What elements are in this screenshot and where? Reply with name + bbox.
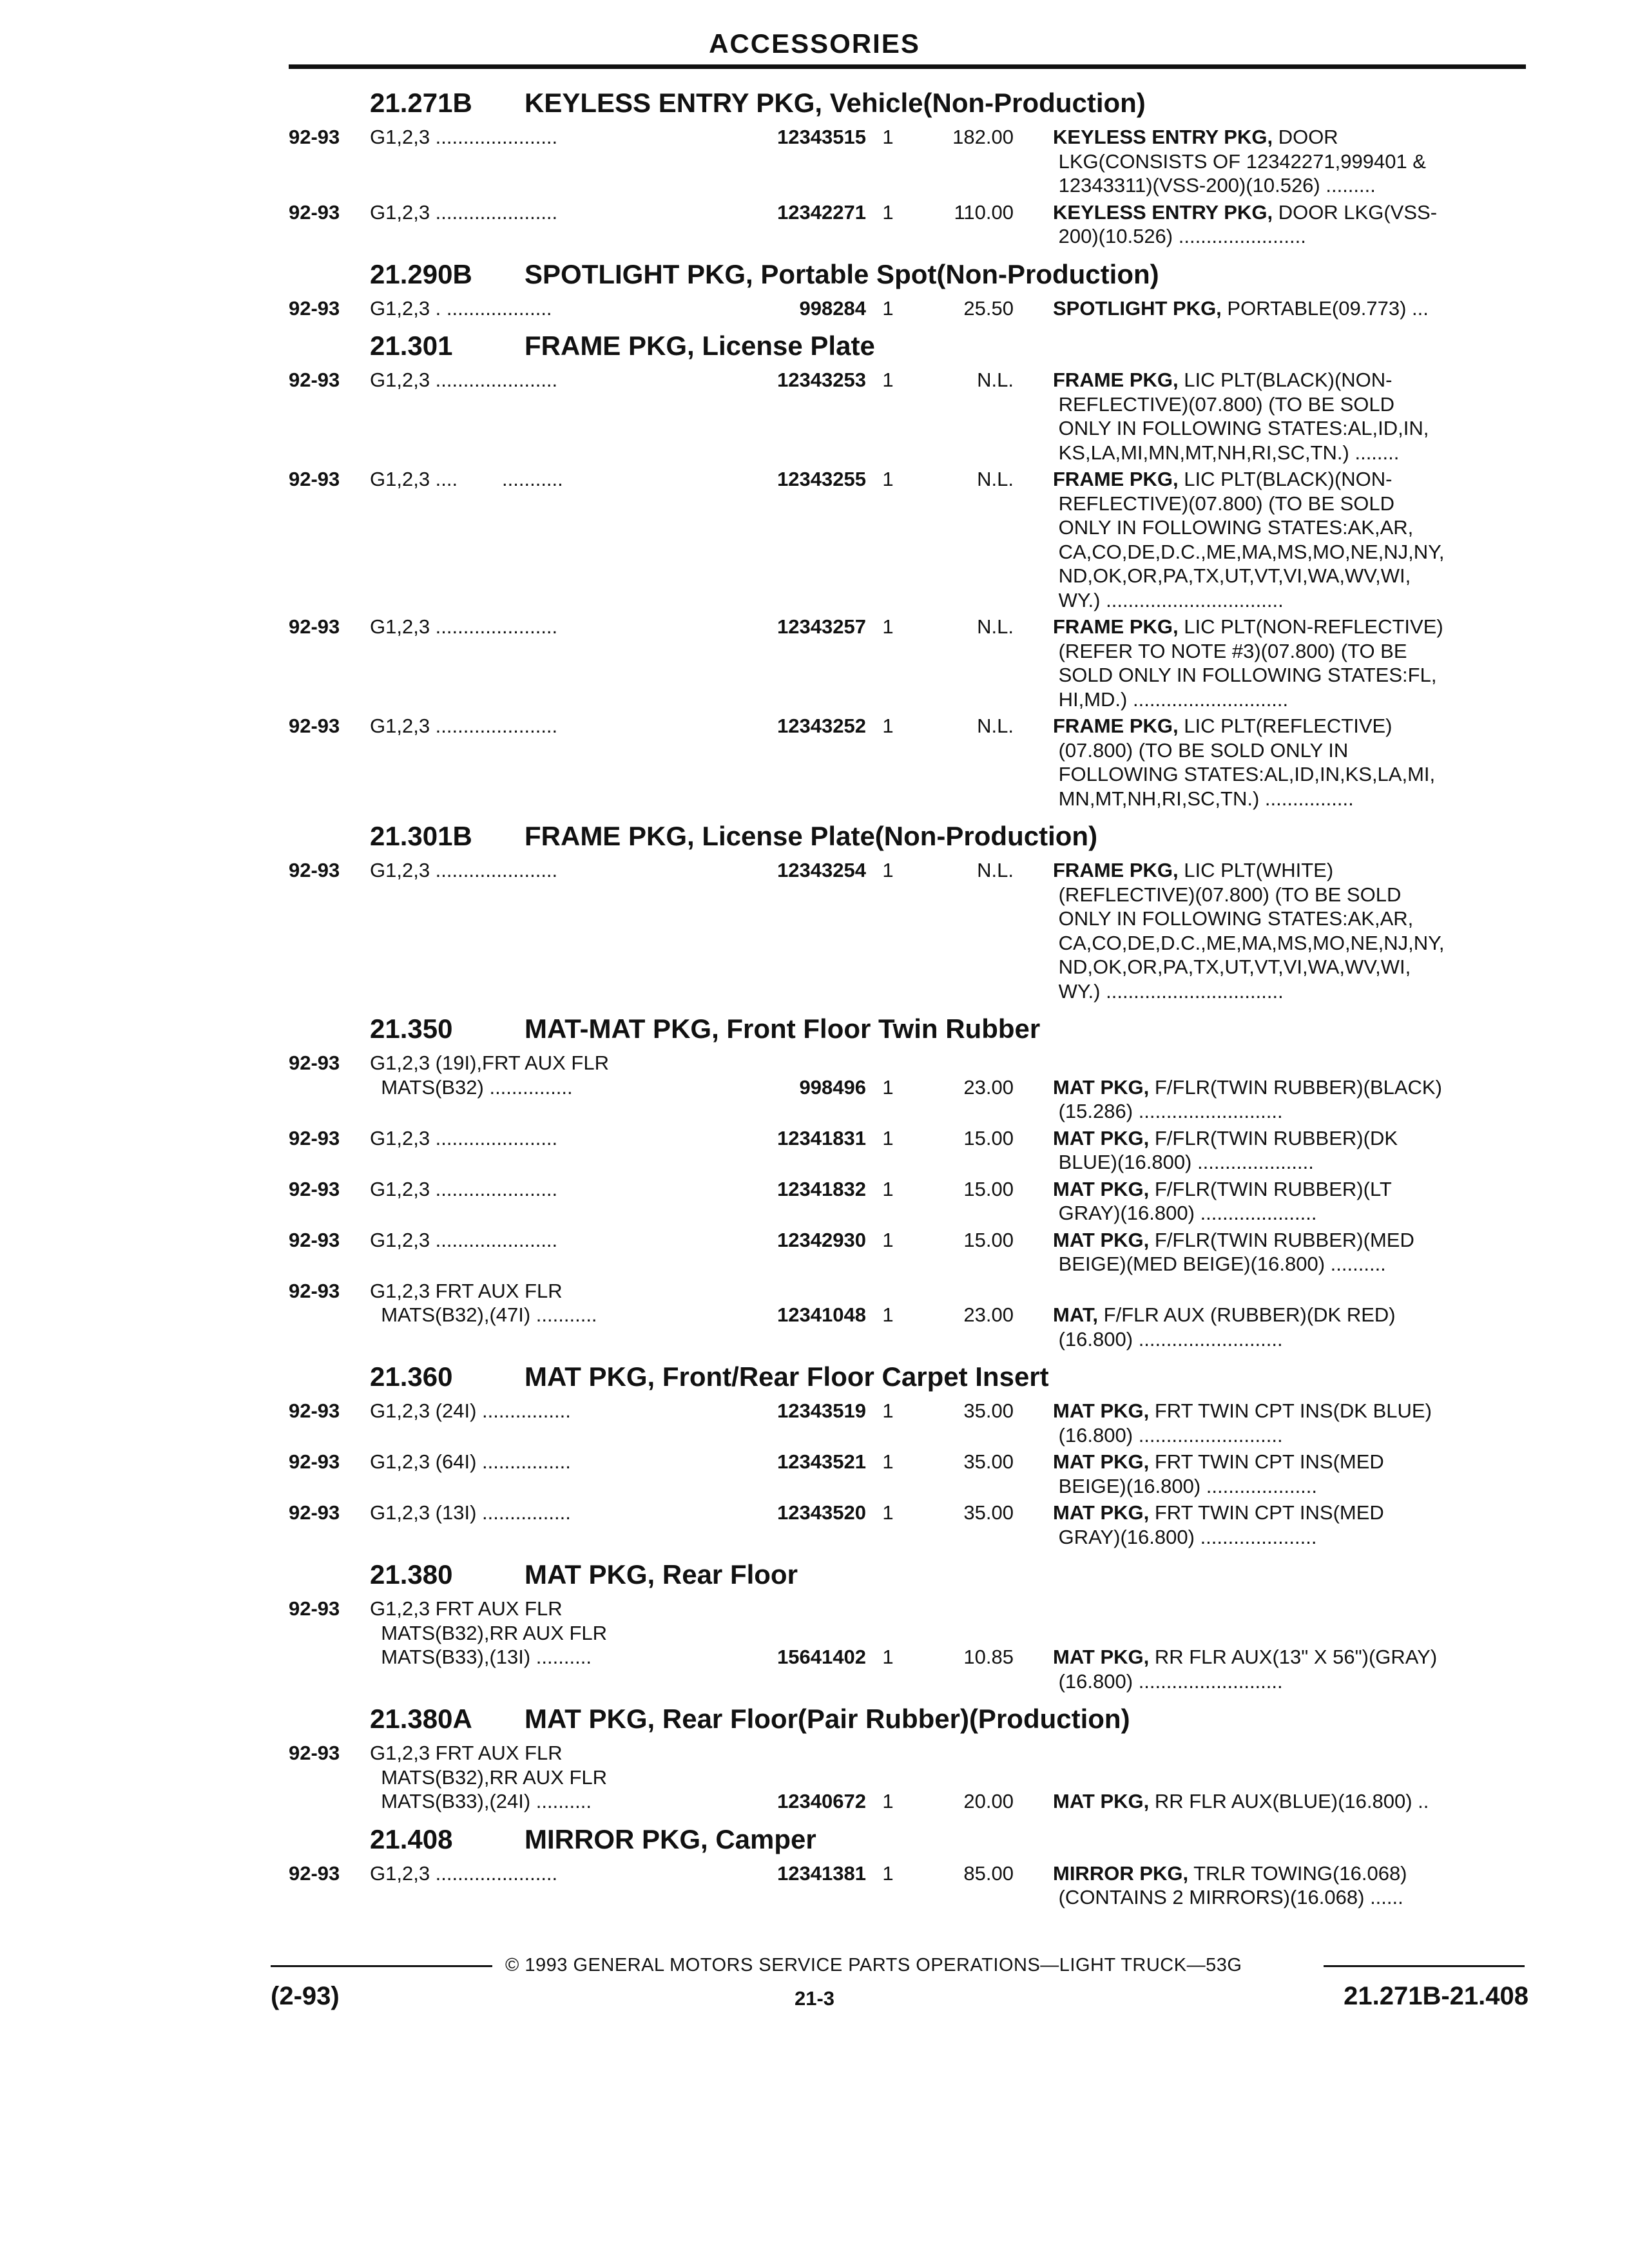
- application: G1,2,3 ......................: [370, 1177, 558, 1200]
- part-number: 12343521: [777, 1450, 866, 1473]
- section-title: KEYLESS ENTRY PKG, Vehicle(Non-Production): [525, 88, 1146, 118]
- price: N.L.: [977, 859, 1014, 881]
- parts-catalog: [289, 80, 1526, 1912]
- model-year: 92-93: [289, 1501, 340, 1524]
- model-year: 92-93: [289, 715, 340, 737]
- section-heading: [289, 1354, 1526, 1399]
- model-year: 92-93: [289, 1861, 340, 1885]
- description-keyword: MAT PKG,: [1053, 1646, 1150, 1668]
- price: 35.00: [963, 1450, 1014, 1473]
- part-description: [1053, 1075, 1526, 1124]
- part-number: 12341831: [777, 1126, 866, 1149]
- price: N.L.: [977, 615, 1014, 638]
- application: G1,2,3 (13I) ................: [370, 1501, 571, 1524]
- part-row: [289, 1228, 1526, 1279]
- quantity: 1: [882, 1450, 894, 1473]
- model-year: 92-93: [289, 126, 340, 148]
- description-keyword: MAT PKG,: [1053, 1228, 1150, 1251]
- section-heading: [289, 80, 1526, 125]
- description-text: FRT TWIN CPT INS(MED GRAY)(16.800) .....................: [1058, 1501, 1384, 1548]
- application: G1,2,3 ......................: [370, 369, 558, 391]
- description-text: TRLR TOWING(16.068) (CONTAINS 2 MIRRORS)(16.068) ......: [1058, 1861, 1407, 1908]
- model-year: 92-93: [289, 296, 340, 320]
- model-year: 92-93: [289, 1052, 340, 1074]
- section-code: 21.360: [370, 1361, 453, 1392]
- model-year: 92-93: [289, 1399, 340, 1422]
- part-number: 12342930: [777, 1228, 866, 1251]
- part-number: 12341381: [777, 1861, 866, 1885]
- model-year: 92-93: [289, 859, 340, 881]
- quantity: 1: [882, 1646, 894, 1668]
- description-text: LIC PLT(WHITE) (REFLECTIVE)(07.800) (TO BE SOLD ONLY IN FOLLOWING STATES:AK,AR, CA,CO,DE,D.C.,ME,MA,MS,MO,NE,NJ,NY, ND,OK,OR,PA,TX,UT,VT,VI,WA,WV,WI, WY.) ................................: [1058, 859, 1445, 1003]
- section-title: MIRROR PKG, Camper: [525, 1823, 816, 1854]
- section-code: 21.290B: [370, 258, 472, 289]
- part-number: 12343515: [777, 126, 866, 148]
- part-number: 15641402: [777, 1646, 866, 1668]
- section-heading: [289, 323, 1526, 368]
- part-row: [289, 467, 1526, 615]
- model-year: 92-93: [289, 1126, 340, 1149]
- part-description: [1053, 1399, 1526, 1447]
- description-text: F/FLR(TWIN RUBBER)(MED BEIGE)(MED BEIGE)(16.800) ..........: [1058, 1228, 1414, 1275]
- application: G1,2,3 ......................: [370, 1126, 558, 1149]
- catalog-section: [289, 1006, 1526, 1354]
- price: 15.00: [963, 1177, 1014, 1200]
- description-text: RR FLR AUX(BLUE)(16.800) ..: [1149, 1790, 1429, 1812]
- price: 23.00: [963, 1075, 1014, 1099]
- part-row: [289, 1279, 1526, 1354]
- application: G1,2,3 ......................: [370, 715, 558, 737]
- price: 10.85: [963, 1646, 1014, 1668]
- part-description: [1053, 858, 1526, 1003]
- page-title: ACCESSORIES: [709, 28, 920, 59]
- quantity: 1: [882, 1501, 894, 1524]
- model-year: 92-93: [289, 1597, 340, 1620]
- section-title: MAT-MAT PKG, Front Floor Twin Rubber: [525, 1014, 1041, 1044]
- application: G1,2,3 FRT AUX FLR MATS(B32),(47I) ...........: [370, 1279, 597, 1326]
- description-text: F/FLR(TWIN RUBBER)(BLACK) (15.286) ..........................: [1058, 1075, 1442, 1122]
- section-heading: [289, 1696, 1526, 1741]
- description-keyword: MAT PKG,: [1053, 1075, 1150, 1099]
- catalog-section: [289, 1354, 1526, 1552]
- footer-rule-left: [271, 1965, 492, 1967]
- model-year: 92-93: [289, 200, 340, 224]
- price: N.L.: [977, 715, 1014, 737]
- description-text: DOOR LKG(CONSISTS OF 12342271,999401 & 12343311)(VSS-200)(10.526) .........: [1058, 126, 1426, 197]
- price: 35.00: [963, 1399, 1014, 1422]
- application: G1,2,3 ......................: [370, 1228, 558, 1251]
- part-description: [1053, 714, 1526, 811]
- description-keyword: MAT PKG,: [1053, 1501, 1150, 1524]
- footer-section-range: 21.271B-21.408: [1344, 1982, 1528, 2010]
- catalog-section: [289, 813, 1526, 1006]
- section-code: 21.350: [370, 1014, 453, 1044]
- part-number: 12343519: [777, 1399, 866, 1422]
- price: 110.00: [954, 200, 1014, 224]
- price: 182.00: [952, 126, 1014, 148]
- quantity: 1: [882, 1861, 894, 1885]
- price: 35.00: [963, 1501, 1014, 1524]
- part-description: [1053, 1861, 1526, 1910]
- description-keyword: FRAME PKG,: [1053, 715, 1179, 737]
- application: G1,2,3 (64I) ................: [370, 1450, 571, 1473]
- section-title: MAT PKG, Rear Floor: [525, 1559, 798, 1590]
- catalog-section: [289, 80, 1526, 251]
- section-title: SPOTLIGHT PKG, Portable Spot(Non-Production): [525, 258, 1159, 289]
- catalog-section: [289, 1696, 1526, 1816]
- quantity: 1: [882, 200, 894, 224]
- section-code: 21.380: [370, 1559, 453, 1590]
- part-number: 12343520: [777, 1501, 866, 1524]
- part-number: 12342271: [777, 200, 866, 224]
- quantity: 1: [882, 1177, 894, 1200]
- application: G1,2,3 ......................: [370, 859, 558, 881]
- description-text: LIC PLT(BLACK)(NON- REFLECTIVE)(07.800) (TO BE SOLD ONLY IN FOLLOWING STATES:AL,ID,IN, KS,LA,MI,MN,MT,NH,RI,SC,TN.) ........: [1058, 369, 1429, 464]
- part-description: [1053, 368, 1526, 465]
- part-description: [1053, 1228, 1526, 1276]
- description-keyword: MAT PKG,: [1053, 1790, 1150, 1812]
- part-row: [289, 368, 1526, 467]
- part-number: 12343253: [777, 369, 866, 391]
- section-heading: [289, 1816, 1526, 1861]
- description-keyword: MIRROR PKG,: [1053, 1861, 1189, 1885]
- part-number: 12343252: [777, 715, 866, 737]
- footer-copyright: © 1993 GENERAL MOTORS SERVICE PARTS OPERATIONS—LIGHT TRUCK—53G: [505, 1955, 1242, 1975]
- part-description: [1053, 1450, 1526, 1498]
- price: 85.00: [963, 1861, 1014, 1885]
- model-year: 92-93: [289, 1177, 340, 1200]
- part-row: [289, 858, 1526, 1006]
- description-keyword: MAT PKG,: [1053, 1177, 1150, 1200]
- description-text: LIC PLT(BLACK)(NON- REFLECTIVE)(07.800) (TO BE SOLD ONLY IN FOLLOWING STATES:AK,AR, CA,CO,DE,D.C.,ME,MA,MS,MO,NE,NJ,NY, ND,OK,OR,PA,TX,UT,VT,VI,WA,WV,WI, WY.) ................................: [1058, 468, 1445, 611]
- description-keyword: FRAME PKG,: [1053, 615, 1179, 638]
- part-description: [1053, 1645, 1526, 1693]
- part-description: [1053, 1177, 1526, 1225]
- part-number: 12343254: [777, 859, 866, 881]
- part-row: [289, 1741, 1526, 1816]
- catalog-section: [289, 323, 1526, 813]
- section-code: 21.271B: [370, 88, 472, 118]
- part-row: [289, 1051, 1526, 1126]
- price: 23.00: [963, 1303, 1014, 1326]
- model-year: 92-93: [289, 1228, 340, 1251]
- catalog-section: [289, 1816, 1526, 1912]
- price: N.L.: [977, 468, 1014, 490]
- section-heading: [289, 251, 1526, 296]
- quantity: 1: [882, 1075, 894, 1099]
- quantity: 1: [882, 1303, 894, 1326]
- part-row: [289, 200, 1526, 251]
- description-text: F/FLR(TWIN RUBBER)(LT GRAY)(16.800) .....................: [1058, 1177, 1392, 1224]
- quantity: 1: [882, 369, 894, 391]
- section-heading: [289, 1552, 1526, 1597]
- application: G1,2,3 FRT AUX FLR MATS(B32),RR AUX FLR MATS(B33),(13I) ..........: [370, 1597, 608, 1668]
- catalog-section: [289, 251, 1526, 323]
- description-keyword: FRAME PKG,: [1053, 468, 1179, 490]
- section-title: MAT PKG, Front/Rear Floor Carpet Insert: [525, 1361, 1049, 1392]
- part-number: 12341832: [777, 1177, 866, 1200]
- quantity: 1: [882, 1228, 894, 1251]
- application: G1,2,3 .... ...........: [370, 468, 563, 490]
- description-text: DOOR LKG(VSS- 200)(10.526) .......................: [1058, 200, 1438, 247]
- application: G1,2,3 ......................: [370, 126, 558, 148]
- application: G1,2,3 ......................: [370, 1861, 558, 1885]
- part-description: [1053, 296, 1526, 321]
- part-number: 12343255: [777, 468, 866, 490]
- part-description: [1053, 467, 1526, 612]
- part-description: [1053, 1126, 1526, 1175]
- section-code: 21.408: [370, 1823, 453, 1854]
- description-keyword: KEYLESS ENTRY PKG,: [1053, 200, 1273, 224]
- footer-page-number: 21-3: [794, 1987, 835, 2010]
- part-description: [1053, 615, 1526, 711]
- model-year: 92-93: [289, 1450, 340, 1473]
- part-description: [1053, 1789, 1526, 1814]
- part-number: 12341048: [777, 1303, 866, 1326]
- section-title: FRAME PKG, License Plate: [525, 331, 875, 361]
- part-description: [1053, 200, 1526, 249]
- quantity: 1: [882, 715, 894, 737]
- description-text: LIC PLT(REFLECTIVE) (07.800) (TO BE SOLD ONLY IN FOLLOWING STATES:AL,ID,IN,KS,LA,MI, MN,MT,NH,RI,SC,TN.) ................: [1058, 715, 1436, 810]
- part-row: [289, 1126, 1526, 1177]
- description-keyword: SPOTLIGHT PKG,: [1053, 296, 1222, 320]
- application: G1,2,3 ......................: [370, 200, 558, 224]
- description-text: F/FLR(TWIN RUBBER)(DK BLUE)(16.800) .....................: [1058, 1126, 1398, 1173]
- section-code: 21.301B: [370, 821, 472, 851]
- application: G1,2,3 FRT AUX FLR MATS(B32),RR AUX FLR MATS(B33),(24I) ..........: [370, 1742, 608, 1812]
- description-keyword: FRAME PKG,: [1053, 369, 1179, 391]
- section-code: 21.380A: [370, 1704, 472, 1734]
- part-row: [289, 125, 1526, 200]
- part-row: [289, 1177, 1526, 1228]
- part-number: 12340672: [777, 1790, 866, 1812]
- description-text: FRT TWIN CPT INS(DK BLUE) (16.800) ..........................: [1058, 1399, 1432, 1446]
- quantity: 1: [882, 1126, 894, 1149]
- description-keyword: MAT PKG,: [1053, 1126, 1150, 1149]
- quantity: 1: [882, 296, 894, 320]
- part-row: [289, 714, 1526, 813]
- section-heading: [289, 1006, 1526, 1051]
- description-keyword: MAT PKG,: [1053, 1450, 1150, 1473]
- part-row: [289, 1861, 1526, 1912]
- quantity: 1: [882, 615, 894, 638]
- quantity: 1: [882, 1790, 894, 1812]
- header-rule: [289, 64, 1526, 69]
- price: 25.50: [963, 296, 1014, 320]
- part-description: [1053, 1303, 1526, 1351]
- section-title: FRAME PKG, License Plate(Non-Production): [525, 821, 1098, 851]
- description-text: LIC PLT(NON-REFLECTIVE) (REFER TO NOTE #3)(07.800) (TO BE SOLD ONLY IN FOLLOWING STATES:FL, HI,MD.) ............................: [1058, 615, 1443, 711]
- description-keyword: KEYLESS ENTRY PKG,: [1053, 126, 1273, 148]
- application: G1,2,3 (19I),FRT AUX FLR MATS(B32) ...............: [370, 1052, 609, 1099]
- description-text: RR FLR AUX(13" X 56")(GRAY) (16.800) ..........................: [1058, 1646, 1438, 1693]
- part-number: 998284: [799, 296, 866, 320]
- application: G1,2,3 . ...................: [370, 296, 552, 320]
- model-year: 92-93: [289, 615, 340, 638]
- quantity: 1: [882, 1399, 894, 1422]
- model-year: 92-93: [289, 468, 340, 490]
- part-row: [289, 1399, 1526, 1450]
- section-title: MAT PKG, Rear Floor(Pair Rubber)(Production): [525, 1704, 1130, 1734]
- part-description: [1053, 125, 1526, 198]
- description-text: PORTABLE(09.773) ...: [1221, 296, 1429, 320]
- section-code: 21.301: [370, 331, 453, 361]
- part-row: [289, 296, 1526, 323]
- application: G1,2,3 ......................: [370, 615, 558, 638]
- price: 15.00: [963, 1126, 1014, 1149]
- description-keyword: MAT,: [1053, 1303, 1099, 1326]
- quantity: 1: [882, 468, 894, 490]
- price: N.L.: [977, 369, 1014, 391]
- part-row: [289, 1501, 1526, 1552]
- part-row: [289, 1450, 1526, 1501]
- footer-rule-right: [1324, 1965, 1525, 1967]
- footer-date: (2-93): [271, 1982, 340, 2010]
- part-number: 12343257: [777, 615, 866, 638]
- quantity: 1: [882, 859, 894, 881]
- part-description: [1053, 1501, 1526, 1549]
- model-year: 92-93: [289, 1279, 340, 1302]
- description-text: F/FLR AUX (RUBBER)(DK RED) (16.800) ..........................: [1058, 1303, 1396, 1350]
- description-keyword: FRAME PKG,: [1053, 859, 1179, 881]
- part-row: [289, 1597, 1526, 1696]
- part-number: 998496: [799, 1075, 866, 1099]
- catalog-section: [289, 1552, 1526, 1696]
- part-row: [289, 615, 1526, 714]
- description-keyword: MAT PKG,: [1053, 1399, 1150, 1422]
- price: 15.00: [963, 1228, 1014, 1251]
- section-heading: [289, 813, 1526, 858]
- price: 20.00: [963, 1790, 1014, 1812]
- application: G1,2,3 (24I) ................: [370, 1399, 571, 1422]
- description-text: FRT TWIN CPT INS(MED BEIGE)(16.800) ....................: [1058, 1450, 1384, 1497]
- model-year: 92-93: [289, 1742, 340, 1764]
- quantity: 1: [882, 126, 894, 148]
- model-year: 92-93: [289, 369, 340, 391]
